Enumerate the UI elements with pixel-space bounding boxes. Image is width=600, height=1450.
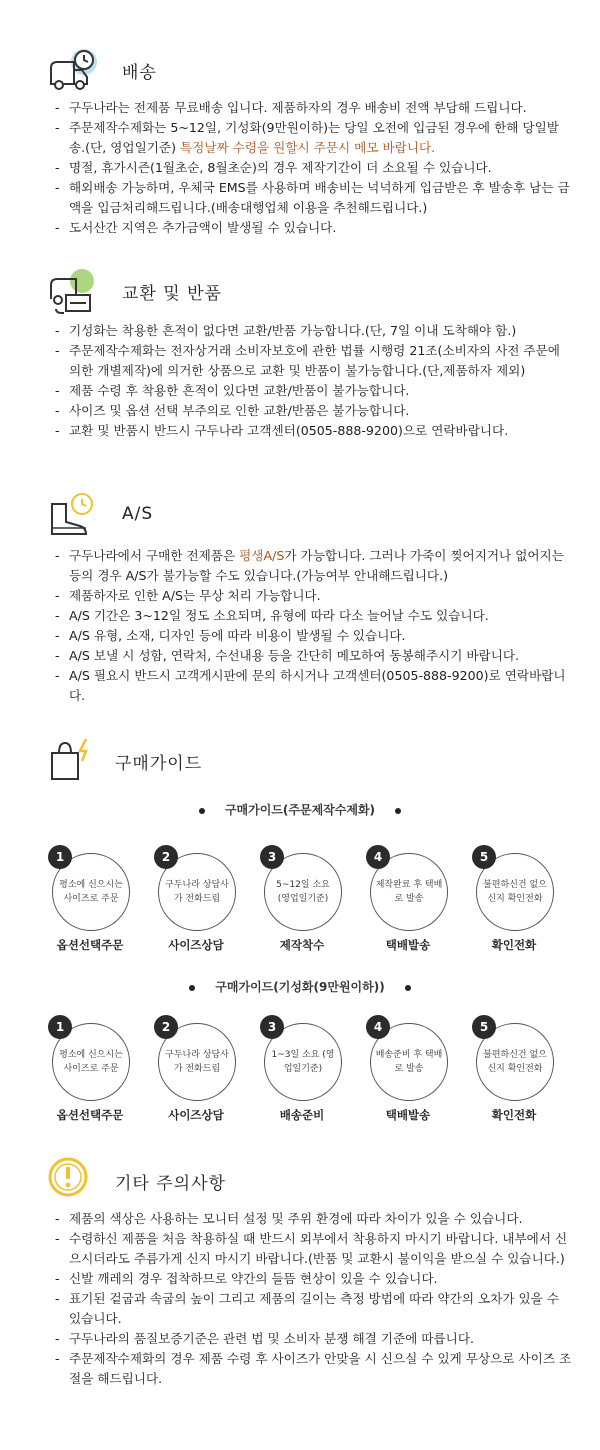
step-item <box>48 845 132 955</box>
list-item: - 교환 및 반품시 반드시 구두나라 고객센터(0505-888-9200)으로 연락바랍니다. <box>55 421 575 441</box>
delivery-truck-clock-icon <box>46 44 100 94</box>
shopping-bag-icon <box>46 735 100 785</box>
list-item: - 구두나라는 전제품 무료배송 입니다. 제품하자의 경우 배송비 전액 부담해 드립니다. <box>55 98 575 118</box>
step-description: 불편하신건 없으신지 확인전화 <box>476 1023 554 1101</box>
step-number: 1 <box>48 845 72 869</box>
guide-ready-subtitle: 구매가이드(기성화(9만원이하)) <box>0 978 600 995</box>
guide-title: 구매가이드 <box>115 754 203 774</box>
list-item: - 주문제작수제화의 경우 제품 수령 후 사이즈가 안맞을 시 신으실 수 있게 무상으로 사이즈 조절을 해드립니다. <box>55 1349 575 1389</box>
step-description: 평소에 신으시는 사이즈로 주문 <box>52 853 130 931</box>
list-item: - 사이즈 및 옵션 선택 부주의로 인한 교환/반품은 불가능합니다. <box>55 401 575 421</box>
other-header <box>0 1155 600 1205</box>
step-description: 제작완료 후 택배로 발송 <box>370 853 448 931</box>
guide-custom-subtitle: 구매가이드(주문제작수제화) <box>0 801 600 818</box>
step-label: 옵션선택주문 <box>56 1108 124 1122</box>
list-item: - 명절, 휴가시즌(1월초순, 8월초순)의 경우 제작기간이 더 소요될 수 있습니다. <box>55 158 575 178</box>
step-item <box>472 1015 556 1125</box>
step-label: 옵션선택주문 <box>56 938 124 952</box>
step-number: 5 <box>472 1015 496 1039</box>
list-item: - A/S 보낼 시 성함, 연락처, 수선내용 등을 간단히 메모하여 동봉해주시기 바랍니다. <box>55 646 575 666</box>
exchange-title: 교환 및 반품 <box>122 284 222 304</box>
step-label: 사이즈상담 <box>168 938 224 952</box>
step-item <box>154 845 238 955</box>
guide-header <box>0 735 600 785</box>
shipping-list <box>55 98 575 238</box>
step-label: 사이즈상담 <box>168 1108 224 1122</box>
as-list <box>55 546 575 706</box>
step-number: 3 <box>260 845 284 869</box>
as-header <box>0 490 600 540</box>
list-item: - 도서산간 지역은 추가금액이 발생될 수 있습니다. <box>55 218 575 238</box>
highlight-text: 특정날짜 수령을 원할시 주문시 메모 바랍니다. <box>180 140 436 155</box>
guide-ready-steps <box>48 1015 568 1125</box>
list-item: - 제품하자로 인한 A/S는 무상 처리 가능합니다. <box>55 586 575 606</box>
list-item: - A/S 필요시 반드시 고객게시판에 문의 하시거나 고객센터(0505-888-9200)로 연락바랍니다. <box>55 666 575 706</box>
boot-clock-icon <box>46 490 100 540</box>
step-number: 4 <box>366 845 390 869</box>
list-item: - 기성화는 착용한 흔적이 없다면 교환/반품 가능합니다.(단, 7일 이내 도착해야 함.) <box>55 321 575 341</box>
step-number: 1 <box>48 1015 72 1039</box>
step-item <box>366 845 450 955</box>
list-item: - 제품의 색상은 사용하는 모니터 설정 및 주위 환경에 따라 차이가 있을 수 있습니다. <box>55 1209 575 1229</box>
list-item: - 수령하신 제품을 처음 착용하실 때 반드시 외부에서 착용하지 마시기 바랍니다. 내부에서 신으시더라도 주름가게 신지 마시기 바랍니다.(반품 및 교환시 불이익을 받으실 수 있습니다.) <box>55 1229 575 1269</box>
list-item: - 해외배송 가능하며, 우체국 EMS를 사용하며 배송비는 넉넉하게 입금받은 후 발송후 남는 금액을 입금처리해드립니다.(배송대행업체 이용을 추천해드립니다.) <box>55 178 575 218</box>
step-number: 2 <box>154 845 178 869</box>
step-item <box>366 1015 450 1125</box>
shipping-title: 배송 <box>122 63 157 83</box>
step-item <box>260 1015 344 1125</box>
step-label: 택배발송 <box>385 1108 431 1122</box>
list-item: - 주문제작수제화는 전자상거래 소비자보호에 관한 법률 시행령 21조(소비자의 사전 주문에 의한 개별제작)에 의거한 상품으로 교환 및 반품이 불가능합니다.(단,제품하자 제외) <box>55 341 575 381</box>
list-item: - 신발 깨레의 경우 접착하므로 약간의 들뜸 현상이 있을 수 있습니다. <box>55 1269 575 1289</box>
exchange-return-icon <box>46 265 100 315</box>
step-number: 3 <box>260 1015 284 1039</box>
step-description: 구두나라 상담사가 전화드림 <box>158 1023 236 1101</box>
step-description: 1~3일 소요 (영업일기준) <box>264 1023 342 1101</box>
other-list <box>55 1209 575 1389</box>
other-title: 기타 주의사항 <box>115 1174 226 1194</box>
guide-custom-steps <box>48 845 568 955</box>
list-item: - 제품 수령 후 착용한 흔적이 있다면 교환/반품이 불가능합니다. <box>55 381 575 401</box>
step-description: 구두나라 상담사가 전화드림 <box>158 853 236 931</box>
exchange-section <box>0 265 600 438</box>
shipping-section <box>0 44 600 235</box>
step-item <box>472 845 556 955</box>
step-item <box>154 1015 238 1125</box>
as-title: A/S <box>122 504 154 524</box>
step-item <box>260 845 344 955</box>
step-number: 5 <box>472 845 496 869</box>
step-number: 4 <box>366 1015 390 1039</box>
step-label: 확인전화 <box>491 1108 537 1122</box>
shipping-header <box>0 44 600 94</box>
step-number: 2 <box>154 1015 178 1039</box>
step-label: 배송준비 <box>279 1108 325 1122</box>
list-item: - 표기된 겉굽과 속굽의 높이 그리고 제품의 길이는 측정 방법에 따라 약간의 오차가 있을 수 있습니다. <box>55 1289 575 1329</box>
step-description: 5~12일 소요 (영업일기준) <box>264 853 342 931</box>
list-item: - A/S 유형, 소재, 디자인 등에 따라 비용이 발생될 수 있습니다. <box>55 626 575 646</box>
warning-exclamation-icon <box>46 1155 100 1205</box>
step-label: 제작착수 <box>279 938 325 952</box>
list-item: - 구두나라에서 구매한 전제품은 평생A/S가 가능합니다. 그러나 가죽이 찢어지거나 없어지는 등의 경우 A/S가 불가능할 수도 있습니다.(가능여부 안내해드립니다.) <box>55 546 575 586</box>
list-item: - A/S 기간은 3~12일 정도 소요되며, 유형에 따라 다소 늘어날 수도 있습니다. <box>55 606 575 626</box>
exchange-list <box>55 321 575 441</box>
guide-section <box>0 735 600 1122</box>
list-item: - 주문제작수제화는 5~12일, 기성화(9만원이하)는 당일 오전에 입금된 경우에 한해 당일발송.(단, 영업일기준) 특정날짜 수령을 원할시 주문시 메모 바랍니다. <box>55 118 575 158</box>
highlight-text: 평생A/S <box>239 548 285 563</box>
step-label: 택배발송 <box>385 938 431 952</box>
step-description: 배송준비 후 택배로 발송 <box>370 1023 448 1101</box>
exchange-header <box>0 265 600 315</box>
step-item <box>48 1015 132 1125</box>
step-description: 불편하신건 없으신지 확인전화 <box>476 853 554 931</box>
as-section <box>0 490 600 703</box>
step-label: 확인전화 <box>491 938 537 952</box>
step-description: 평소에 신으시는 사이즈로 주문 <box>52 1023 130 1101</box>
other-section <box>0 1155 600 1386</box>
list-item: - 구두나라의 품질보증기준은 관련 법 및 소비자 분쟁 해결 기준에 따릅니다. <box>55 1329 575 1349</box>
